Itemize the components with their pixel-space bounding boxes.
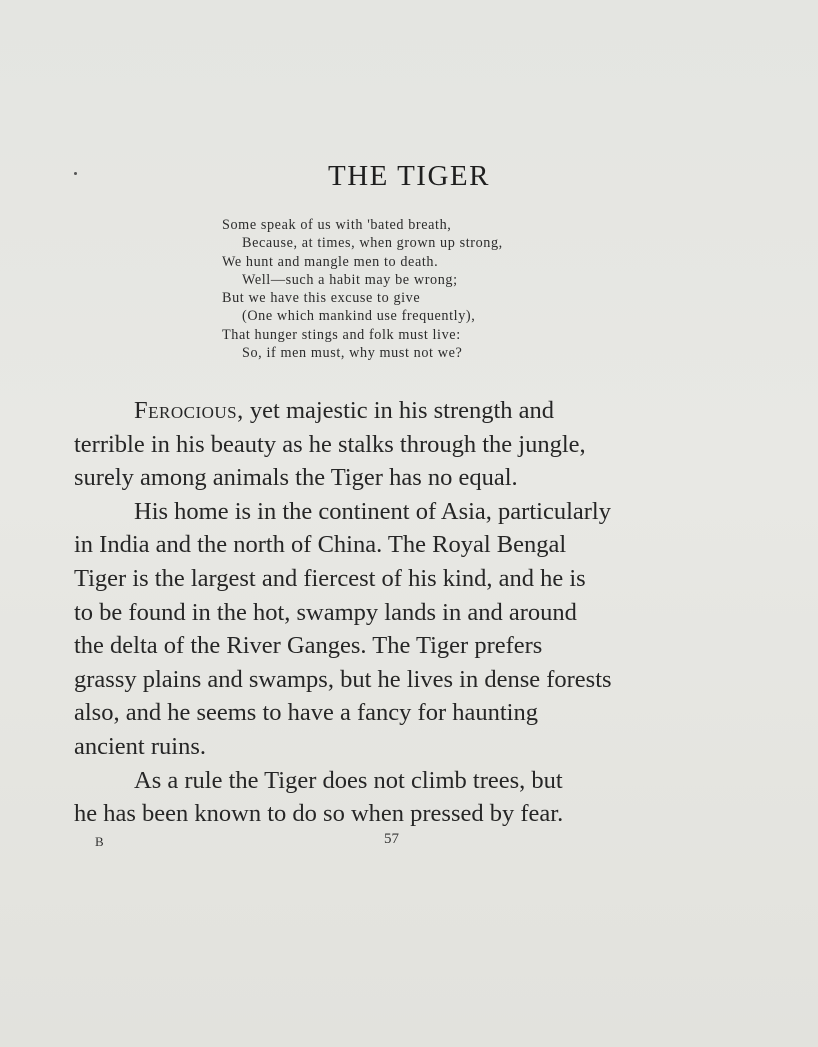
page-number: 57 xyxy=(384,831,399,847)
poem-line: Because, at times, when grown up strong, xyxy=(242,235,503,252)
prose-line xyxy=(74,394,714,428)
poem-line: So, if men must, why must not we? xyxy=(242,345,463,362)
signature-mark: B xyxy=(95,834,104,849)
poem-line: (One which mankind use frequently), xyxy=(242,308,476,325)
poem-line: Well—such a habit may be wrong; xyxy=(242,271,458,288)
prose-line: surely among animals the Tiger has no equal. xyxy=(74,464,518,492)
prose-lead-word: Ferocious, xyxy=(134,397,244,424)
poem-line: We hunt and mangle men to death. xyxy=(222,253,439,270)
poem-line: That hunger stings and folk must live: xyxy=(222,326,461,343)
prose-line: in India and the north of China. The Royal Bengal xyxy=(74,531,567,559)
poem-line: Some speak of us with 'bated breath, xyxy=(222,217,452,233)
prose-line: grassy plains and swamps, but he lives in dense forests xyxy=(74,665,612,693)
prose-line: Tiger is the largest and fiercest of his kind, and he is xyxy=(74,564,586,592)
prose-line: also, and he seems to have a fancy for haunting xyxy=(74,699,538,727)
poem-stanza xyxy=(222,216,602,362)
prose-line: His home is in the continent of Asia, particularly xyxy=(134,497,611,525)
prose-line-text: yet majestic in his strength and xyxy=(243,397,555,424)
prose-line: ancient ruins. xyxy=(74,732,206,760)
prose-line: As a rule the Tiger does not climb trees, but xyxy=(134,766,563,794)
prose-line: to be found in the hot, swampy lands in and around xyxy=(74,598,577,626)
prose-line: he has been known to do so when pressed by fear. xyxy=(74,800,564,828)
prose-line: the delta of the River Ganges. The Tiger prefers xyxy=(74,632,543,660)
page-title: THE TIGER xyxy=(328,160,490,192)
prose-body xyxy=(74,394,714,831)
poem-line: But we have this excuse to give xyxy=(222,290,421,307)
prose-line: terrible in his beauty as he stalks through the jungle, xyxy=(74,430,586,458)
